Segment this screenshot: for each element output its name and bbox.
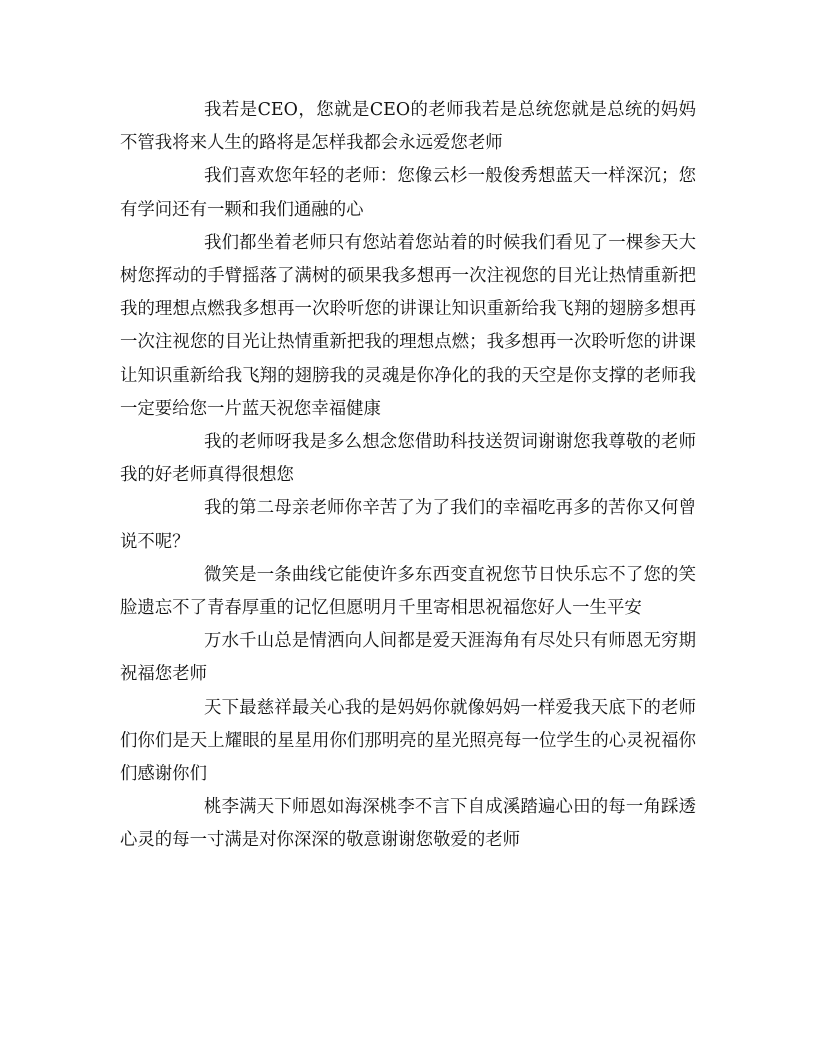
paragraph: 我们都坐着老师只有您站着您站着的时候我们看见了一棵参天大树您挥动的手臂摇落了满树的硕果我多想再一次注视您的目光让热情重新把我的理想点燃我多想再一次聆听您的讲课让知识重新给我飞翔的翅膀多想再一次注视您的目光让热情重新把我的理想点燃；我多想再一次聆听您的讲课让知识重新给我飞翔的翅膀我的灵魂是你净化的我的天空是你支撑的老师我一定要给您一片蓝天祝您幸福健康: [120, 232, 696, 419]
paragraph: 我的老师呀我是多么想念您借助科技送贺词谢谢您我尊敬的老师我的好老师真得很想您: [120, 432, 696, 486]
paragraph: 我若是CEO，您就是CEO的老师我若是总统您就是总统的妈妈不管我将来人生的路将是怎样我都会永远爱您老师: [120, 100, 696, 154]
paragraph: 微笑是一条曲线它能使许多东西变直祝您节日快乐忘不了您的笑脸遗忘不了青春厚重的记忆但愿明月千里寄相思祝福您好人一生平安: [120, 564, 696, 619]
paragraph: 我的第二母亲老师你辛苦了为了我们的幸福吃再多的苦你又何曾说不呢？: [120, 498, 696, 552]
paragraph: 我们喜欢您年轻的老师：您像云杉一般俊秀想蓝天一样深沉；您有学问还有一颗和我们通融的心: [120, 166, 696, 220]
paragraph: 桃李满天下师恩如海深桃李不言下自成溪踏遍心田的每一角踩透心灵的每一寸满是对你深深的敬意谢谢您敬爱的老师: [120, 797, 696, 851]
paragraph: 天下最慈祥最关心我的是妈妈你就像妈妈一样爱我天底下的老师们你们是天上耀眼的星星用你们那明亮的星光照亮每一位学生的心灵祝福你们感谢你们: [120, 697, 696, 785]
paragraph: 万水千山总是情洒向人间都是爱天涯海角有尽处只有师恩无穷期祝福您老师: [120, 631, 696, 685]
document-body: [120, 94, 696, 858]
